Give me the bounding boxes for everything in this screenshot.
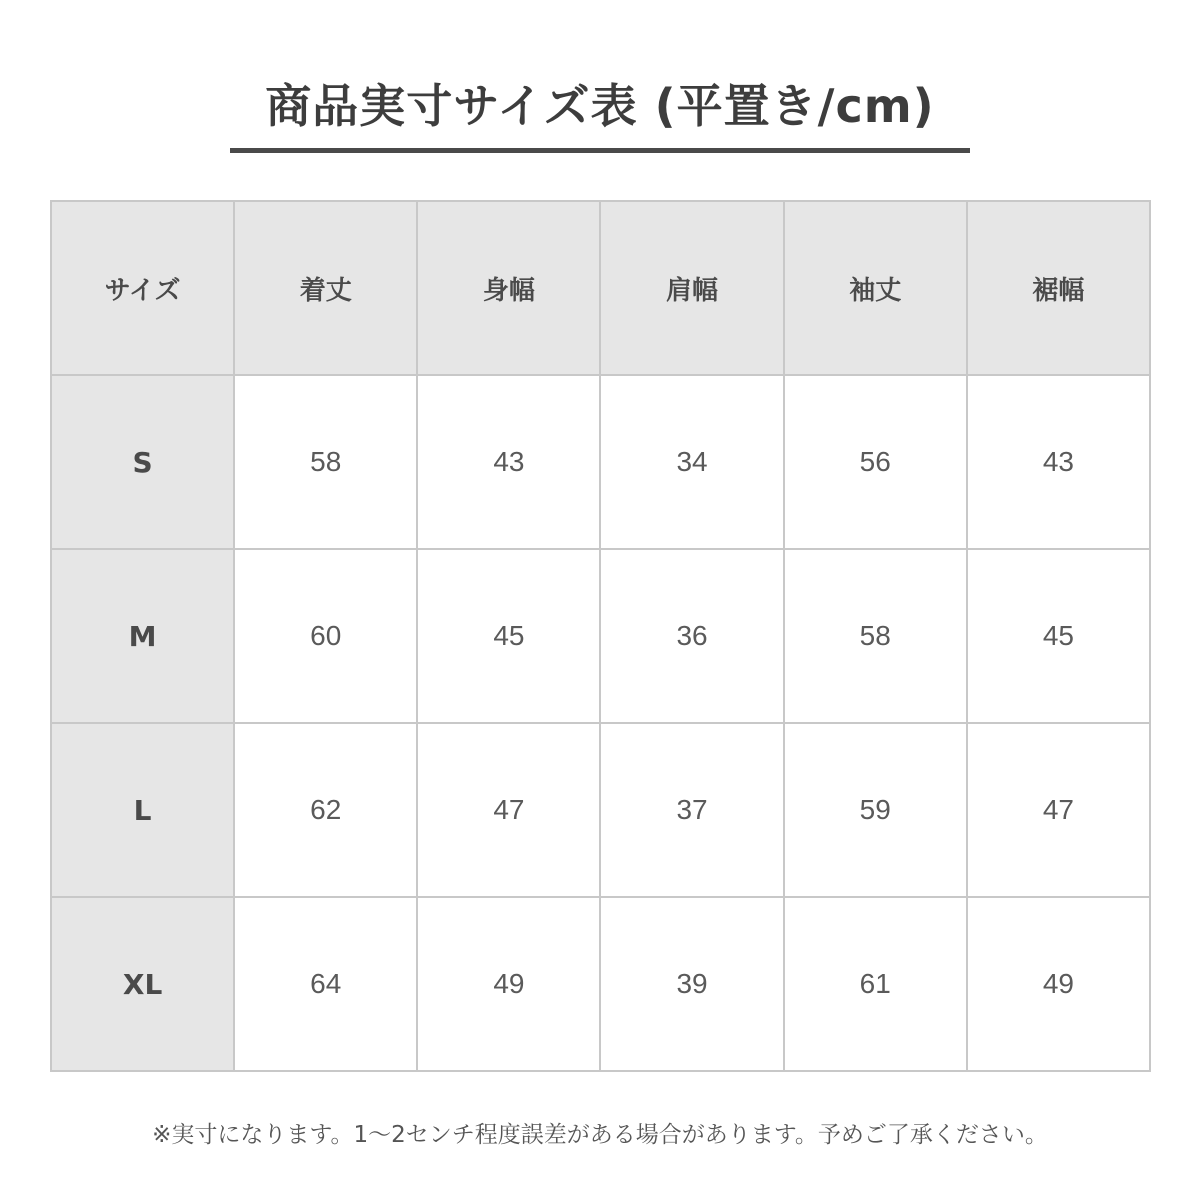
table-row (51, 375, 1150, 549)
row-size-label: XL (51, 897, 234, 1071)
header-chest-width: 身幅 (417, 201, 600, 375)
cell-shoulder-width: 37 (600, 723, 783, 897)
cell-sleeve-length: 61 (784, 897, 967, 1071)
header-hem-width: 裾幅 (967, 201, 1150, 375)
header-size: サイズ (51, 201, 234, 375)
cell-chest-width: 49 (417, 897, 600, 1071)
row-size-label: L (51, 723, 234, 897)
table-header-row (51, 201, 1150, 375)
cell-shoulder-width: 34 (600, 375, 783, 549)
cell-hem-width: 49 (967, 897, 1150, 1071)
size-table (50, 200, 1151, 1072)
table-row (51, 897, 1150, 1071)
cell-hem-width: 45 (967, 549, 1150, 723)
cell-shoulder-width: 39 (600, 897, 783, 1071)
table-row (51, 549, 1150, 723)
row-size-label: S (51, 375, 234, 549)
cell-sleeve-length: 56 (784, 375, 967, 549)
cell-sleeve-length: 59 (784, 723, 967, 897)
header-length: 着丈 (234, 201, 417, 375)
cell-sleeve-length: 58 (784, 549, 967, 723)
cell-chest-width: 45 (417, 549, 600, 723)
header-sleeve-length: 袖丈 (784, 201, 967, 375)
title-underline (230, 148, 970, 153)
header-shoulder-width: 肩幅 (600, 201, 783, 375)
cell-chest-width: 43 (417, 375, 600, 549)
cell-hem-width: 43 (967, 375, 1150, 549)
cell-hem-width: 47 (967, 723, 1150, 897)
cell-chest-width: 47 (417, 723, 600, 897)
cell-length: 62 (234, 723, 417, 897)
title-block (230, 60, 970, 154)
cell-shoulder-width: 36 (600, 549, 783, 723)
page-title: 商品実寸サイズ表 (平置き/cm) (265, 79, 935, 133)
footnote: ※実寸になります。1〜2センチ程度誤差がある場合があります。予めご了承ください。 (152, 1122, 1048, 1148)
row-size-label: M (51, 549, 234, 723)
cell-length: 64 (234, 897, 417, 1071)
cell-length: 58 (234, 375, 417, 549)
table-row (51, 723, 1150, 897)
cell-length: 60 (234, 549, 417, 723)
